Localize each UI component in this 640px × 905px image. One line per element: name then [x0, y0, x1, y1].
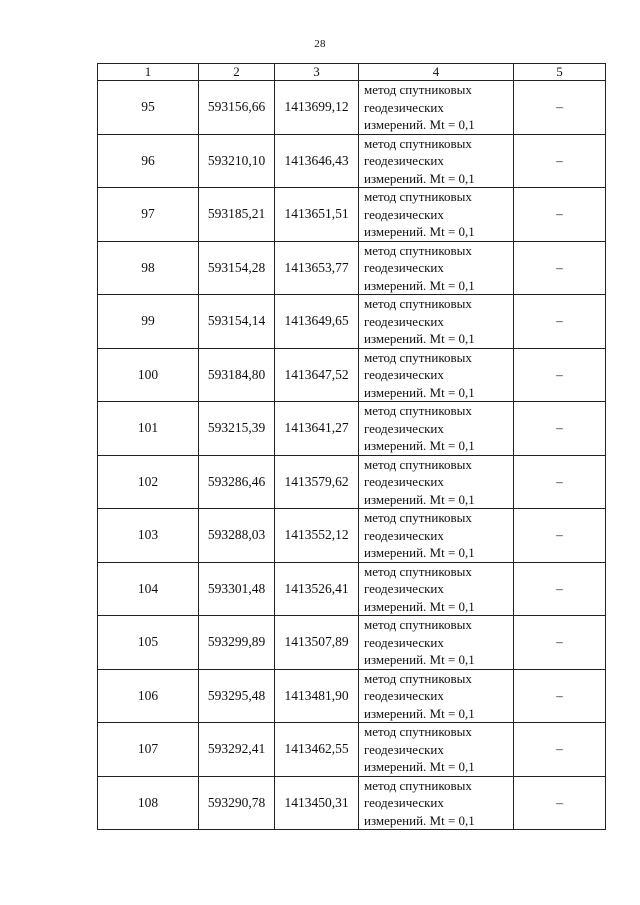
note-cell: – [514, 241, 606, 295]
y-coordinate-cell: 1413646,43 [275, 134, 359, 188]
y-coordinate-cell: 1413699,12 [275, 81, 359, 135]
y-coordinate-cell: 1413481,90 [275, 669, 359, 723]
table-row [98, 616, 606, 670]
method-cell: метод спутниковых геодезических измерений. Mt = 0,1 [359, 723, 514, 777]
note-cell: – [514, 723, 606, 777]
table-header [98, 64, 606, 81]
x-coordinate-cell: 593301,48 [199, 562, 275, 616]
table-row [98, 455, 606, 509]
table-body [98, 81, 606, 830]
note-cell: – [514, 455, 606, 509]
column-header-5: 5 [514, 64, 606, 81]
y-coordinate-cell: 1413507,89 [275, 616, 359, 670]
note-cell: – [514, 509, 606, 563]
method-cell: метод спутниковых геодезических измерений. Mt = 0,1 [359, 348, 514, 402]
y-coordinate-cell: 1413450,31 [275, 776, 359, 830]
table-row [98, 509, 606, 563]
point-number-cell: 108 [98, 776, 199, 830]
point-number-cell: 95 [98, 81, 199, 135]
table-row [98, 348, 606, 402]
x-coordinate-cell: 593154,14 [199, 295, 275, 349]
note-cell: – [514, 562, 606, 616]
x-coordinate-cell: 593290,78 [199, 776, 275, 830]
x-coordinate-cell: 593288,03 [199, 509, 275, 563]
x-coordinate-cell: 593292,41 [199, 723, 275, 777]
y-coordinate-cell: 1413579,62 [275, 455, 359, 509]
method-cell: метод спутниковых геодезических измерений. Mt = 0,1 [359, 562, 514, 616]
method-cell: метод спутниковых геодезических измерений. Mt = 0,1 [359, 295, 514, 349]
method-cell: метод спутниковых геодезических измерений. Mt = 0,1 [359, 616, 514, 670]
note-cell: – [514, 348, 606, 402]
x-coordinate-cell: 593299,89 [199, 616, 275, 670]
table-row [98, 669, 606, 723]
point-number-cell: 102 [98, 455, 199, 509]
point-number-cell: 107 [98, 723, 199, 777]
point-number-cell: 99 [98, 295, 199, 349]
header-row [98, 64, 606, 81]
method-cell: метод спутниковых геодезических измерений. Mt = 0,1 [359, 455, 514, 509]
y-coordinate-cell: 1413526,41 [275, 562, 359, 616]
point-number-cell: 101 [98, 402, 199, 456]
x-coordinate-cell: 593185,21 [199, 188, 275, 242]
y-coordinate-cell: 1413649,65 [275, 295, 359, 349]
table-row [98, 562, 606, 616]
table-row [98, 81, 606, 135]
note-cell: – [514, 295, 606, 349]
method-cell: метод спутниковых геодезических измерений. Mt = 0,1 [359, 776, 514, 830]
table-row [98, 402, 606, 456]
method-cell: метод спутниковых геодезических измерений. Mt = 0,1 [359, 134, 514, 188]
note-cell: – [514, 669, 606, 723]
y-coordinate-cell: 1413641,27 [275, 402, 359, 456]
point-number-cell: 103 [98, 509, 199, 563]
method-cell: метод спутниковых геодезических измерений. Mt = 0,1 [359, 509, 514, 563]
coordinates-table [97, 63, 606, 830]
method-cell: метод спутниковых геодезических измерений. Mt = 0,1 [359, 188, 514, 242]
y-coordinate-cell: 1413651,51 [275, 188, 359, 242]
table-row [98, 776, 606, 830]
method-cell: метод спутниковых геодезических измерений. Mt = 0,1 [359, 402, 514, 456]
y-coordinate-cell: 1413462,55 [275, 723, 359, 777]
point-number-cell: 97 [98, 188, 199, 242]
table-row [98, 295, 606, 349]
x-coordinate-cell: 593156,66 [199, 81, 275, 135]
column-header-3: 3 [275, 64, 359, 81]
method-cell: метод спутниковых геодезических измерений. Mt = 0,1 [359, 81, 514, 135]
column-header-2: 2 [199, 64, 275, 81]
table-row [98, 723, 606, 777]
note-cell: – [514, 188, 606, 242]
point-number-cell: 105 [98, 616, 199, 670]
column-header-4: 4 [359, 64, 514, 81]
method-cell: метод спутниковых геодезических измерений. Mt = 0,1 [359, 669, 514, 723]
note-cell: – [514, 134, 606, 188]
point-number-cell: 104 [98, 562, 199, 616]
method-cell: метод спутниковых геодезических измерений. Mt = 0,1 [359, 241, 514, 295]
y-coordinate-cell: 1413653,77 [275, 241, 359, 295]
note-cell: – [514, 402, 606, 456]
point-number-cell: 98 [98, 241, 199, 295]
note-cell: – [514, 81, 606, 135]
point-number-cell: 100 [98, 348, 199, 402]
x-coordinate-cell: 593210,10 [199, 134, 275, 188]
x-coordinate-cell: 593295,48 [199, 669, 275, 723]
x-coordinate-cell: 593286,46 [199, 455, 275, 509]
page-number: 28 [314, 38, 326, 50]
x-coordinate-cell: 593215,39 [199, 402, 275, 456]
x-coordinate-cell: 593154,28 [199, 241, 275, 295]
table-row [98, 134, 606, 188]
column-header-1: 1 [98, 64, 199, 81]
table-row [98, 188, 606, 242]
y-coordinate-cell: 1413552,12 [275, 509, 359, 563]
note-cell: – [514, 616, 606, 670]
point-number-cell: 106 [98, 669, 199, 723]
y-coordinate-cell: 1413647,52 [275, 348, 359, 402]
x-coordinate-cell: 593184,80 [199, 348, 275, 402]
point-number-cell: 96 [98, 134, 199, 188]
table-row [98, 241, 606, 295]
note-cell: – [514, 776, 606, 830]
